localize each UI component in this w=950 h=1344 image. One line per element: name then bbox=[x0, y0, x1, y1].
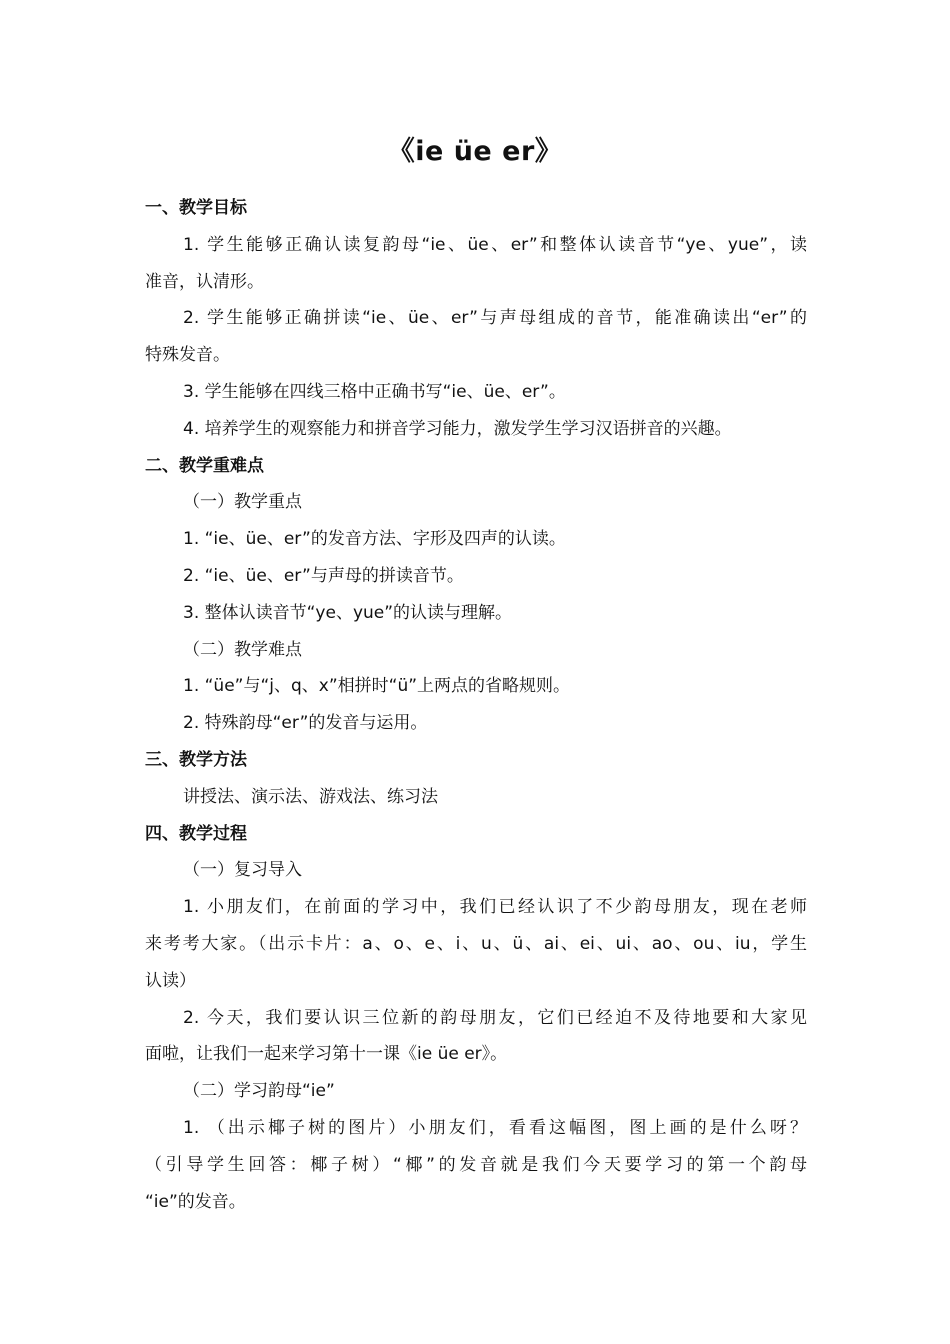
paragraph-line: 3. 整体认读音节“ye、yue”的认读与理解。 bbox=[183, 602, 513, 623]
section-heading-process: 四、教学过程 bbox=[145, 823, 247, 844]
paragraph-line: 来考考大家。（出示卡片：a、o、e、i、u、ü、ai、ei、ui、ao、ou、iu，学生 bbox=[145, 933, 807, 954]
paragraph-line: 认读） bbox=[145, 970, 196, 991]
paragraph-line: 准音，认清形。 bbox=[145, 271, 264, 292]
section-heading-methods: 三、教学方法 bbox=[145, 749, 247, 770]
document-title: 《ie üe er》 bbox=[387, 136, 563, 167]
subsection-heading: （一）教学重点 bbox=[183, 492, 302, 513]
paragraph-line: （引导学生回答：椰子树）“椰”的发音就是我们今天要学习的第一个韵母 bbox=[145, 1154, 807, 1175]
paragraph-line: 1. “üe”与“j、q、x”相拼时“ü”上两点的省略规则。 bbox=[183, 676, 571, 697]
subsection-heading: （一）复习导入 bbox=[183, 860, 302, 881]
section-heading-objectives: 一、教学目标 bbox=[145, 198, 247, 218]
paragraph-line: 1. （出示椰子树的图片）小朋友们，看看这幅图，图上画的是什么呀？ bbox=[183, 1117, 807, 1138]
paragraph-line: 面啦，让我们一起来学习第十一课《ie üe er》。 bbox=[145, 1044, 508, 1065]
paragraph-line: 1. “ie、üe、er”的发音方法、字形及四声的认读。 bbox=[183, 529, 566, 550]
paragraph-line: 2. 今天，我们要认识三位新的韵母朋友，它们已经迫不及待地要和大家见 bbox=[183, 1007, 807, 1028]
section-heading-key-points: 二、教学重难点 bbox=[145, 455, 264, 476]
paragraph-line: 4. 培养学生的观察能力和拼音学习能力，激发学生学习汉语拼音的兴趣。 bbox=[183, 418, 732, 439]
paragraph-line: 讲授法、演示法、游戏法、练习法 bbox=[183, 786, 438, 807]
subsection-heading: （二）学习韵母“ie” bbox=[183, 1081, 335, 1102]
paragraph-line: 特殊发音。 bbox=[145, 345, 230, 366]
paragraph-line: 3. 学生能够在四线三格中正确书写“ie、üe、er”。 bbox=[183, 381, 566, 402]
paragraph-line: 1. 学生能够正确认读复韵母“ie、üe、er”和整体认读音节“ye、yue”，读 bbox=[183, 234, 807, 255]
paragraph-line: 2. 特殊韵母“er”的发音与运用。 bbox=[183, 713, 428, 734]
document-body bbox=[145, 190, 807, 1220]
paragraph-line: 2. 学生能够正确拼读“ie、üe、er”与声母组成的音节，能准确读出“er”的 bbox=[183, 308, 807, 329]
paragraph-line: 1. 小朋友们，在前面的学习中，我们已经认识了不少韵母朋友，现在老师 bbox=[183, 897, 807, 918]
paragraph-line: 2. “ie、üe、er”与声母的拼读音节。 bbox=[183, 565, 464, 586]
subsection-heading: （二）教学难点 bbox=[183, 639, 302, 660]
paragraph-line: “ie”的发音。 bbox=[145, 1191, 246, 1212]
